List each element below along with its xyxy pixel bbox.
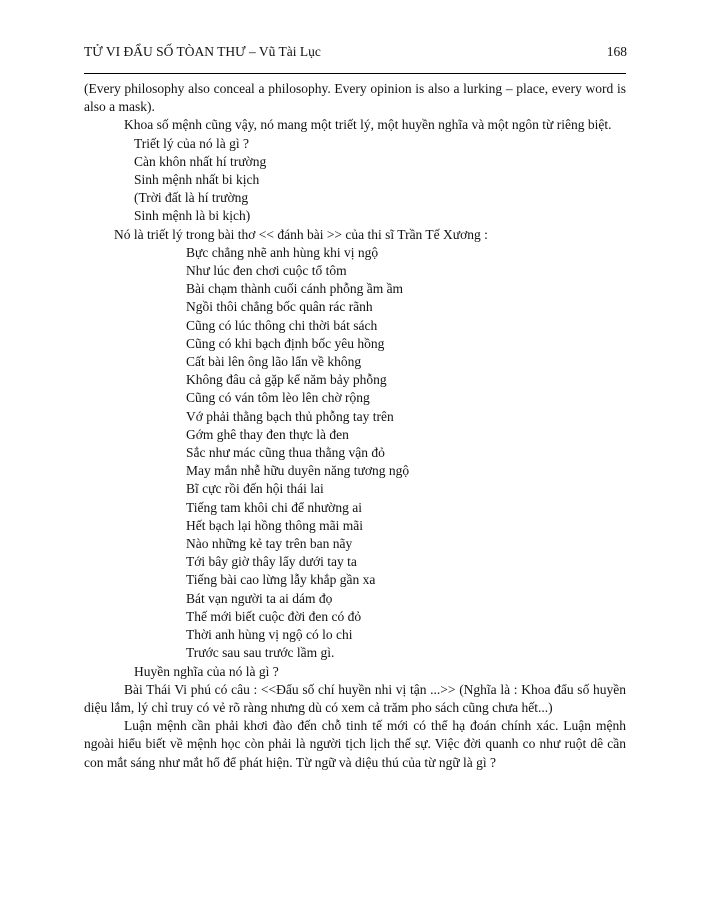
poem-line: Vớ phải thằng bạch thủ phỗng tay trên: [186, 408, 394, 424]
triet-ly-question: Triết lý của nó là gì ?: [134, 135, 249, 151]
page-number: 168: [606, 44, 627, 59]
poem-line: Cũng có lúc thông chi thời bát sách: [186, 317, 378, 333]
poem-line: Cũng có khi bạch định bốc yêu hồng: [186, 335, 385, 351]
poem-line: Tiếng bài cao lừng lẫy khắp gần xa: [186, 572, 376, 588]
page-header: [84, 43, 627, 61]
poem: [84, 244, 626, 663]
poem-line: Thời anh hùng vị ngộ có lo chi: [186, 627, 353, 643]
poem-line: May mắn nhễ hữu duyên năng tương ngộ: [186, 463, 410, 479]
header-rule: [84, 73, 626, 74]
couplet-line: Sinh mệnh là bi kịch): [134, 208, 251, 224]
poem-intro: Nó là triết lý trong bài thơ << đánh bài >> của thi sĩ Trần Tế Xương :: [114, 226, 488, 242]
couplet-line: (Trời đất là hí trường: [134, 190, 249, 206]
poem-line: Tiếng tam khôi chi để nhường ai: [186, 499, 362, 515]
poem-line: Bài chạm thành cuối cánh phỗng ầm ầm: [186, 281, 404, 297]
poem-line: Ngồi thôi chẳng bốc quân rác rãnh: [186, 299, 373, 315]
couplet: [84, 153, 626, 226]
poem-line: Gớm ghê thay đen thực là đen: [186, 426, 349, 442]
thai-vi-paragraph: Bài Thái Vi phú có câu : <<Đẩu số chí huyền nhi vị tận ...>> (Nghĩa là : Khoa đẩu số huyền diệu lắm, lý chỉ truy có vẻ rõ ràng nhưng dù có xem cả trăm pho sách cũng chưa hết...): [84, 681, 626, 715]
poem-line: Như lúc đen chơi cuộc tổ tôm: [186, 263, 347, 279]
poem-line: Bĩ cực rồi đến hội thái lai: [186, 481, 324, 497]
header-title: TỬ VI ĐẨU SỐ TÒAN THƯ – Vũ Tài Lục: [84, 44, 321, 59]
couplet-line: Sinh mệnh nhất bi kịch: [134, 172, 260, 188]
luan-menh-paragraph: Luận mệnh cần phải khơi đào đến chỗ tinh tế mới có thể hạ đoán chính xác. Luận mệnh ngoài hiểu biết về mệnh học còn phải là người tịch lịch thế sự. Việc đời quanh co như ruột dê cần con mắt sáng như mắt hổ để phát hiện. Từ ngữ và diệu thú của từ ngữ là gì ?: [84, 718, 626, 770]
intro-paragraph: (Every philosophy also conceal a philosophy. Every opinion is also a lurking – place, every word is also a mask).: [84, 81, 626, 115]
page-body: [84, 80, 626, 772]
poem-line: Bực chẳng nhẽ anh hùng khi vị ngộ: [186, 244, 379, 260]
khoa-so-menh-paragraph: Khoa số mệnh cũng vậy, nó mang một triết lý, một huyền nghĩa và một ngôn từ riêng biệt.: [124, 117, 612, 133]
poem-line: Cất bài lên ông lão lẩn về không: [186, 354, 362, 370]
poem-line: Tới bây giờ thây lẩy dưới tay ta: [186, 554, 357, 570]
poem-line: Thế mới biết cuộc đời đen có đỏ: [186, 608, 362, 624]
poem-line: Bát vạn người ta ai dám đọ: [186, 590, 333, 606]
couplet-line: Càn khôn nhất hí trường: [134, 153, 267, 169]
poem-line: Nào những kẻ tay trên ban nãy: [186, 536, 353, 552]
poem-line: Sắc như mác cũng thua thằng vận đỏ: [186, 445, 385, 461]
poem-line: Trước sau sau trước lầm gì.: [186, 645, 335, 661]
poem-line: Cũng có ván tôm lèo lên chờ rộng: [186, 390, 370, 406]
poem-line: Hết bạch lại hồng thông mãi mãi: [186, 517, 363, 533]
huyen-nghia-question: Huyền nghĩa của nó là gì ?: [134, 663, 279, 679]
poem-line: Không đâu cả gặp kể năm bảy phỗng: [186, 372, 387, 388]
